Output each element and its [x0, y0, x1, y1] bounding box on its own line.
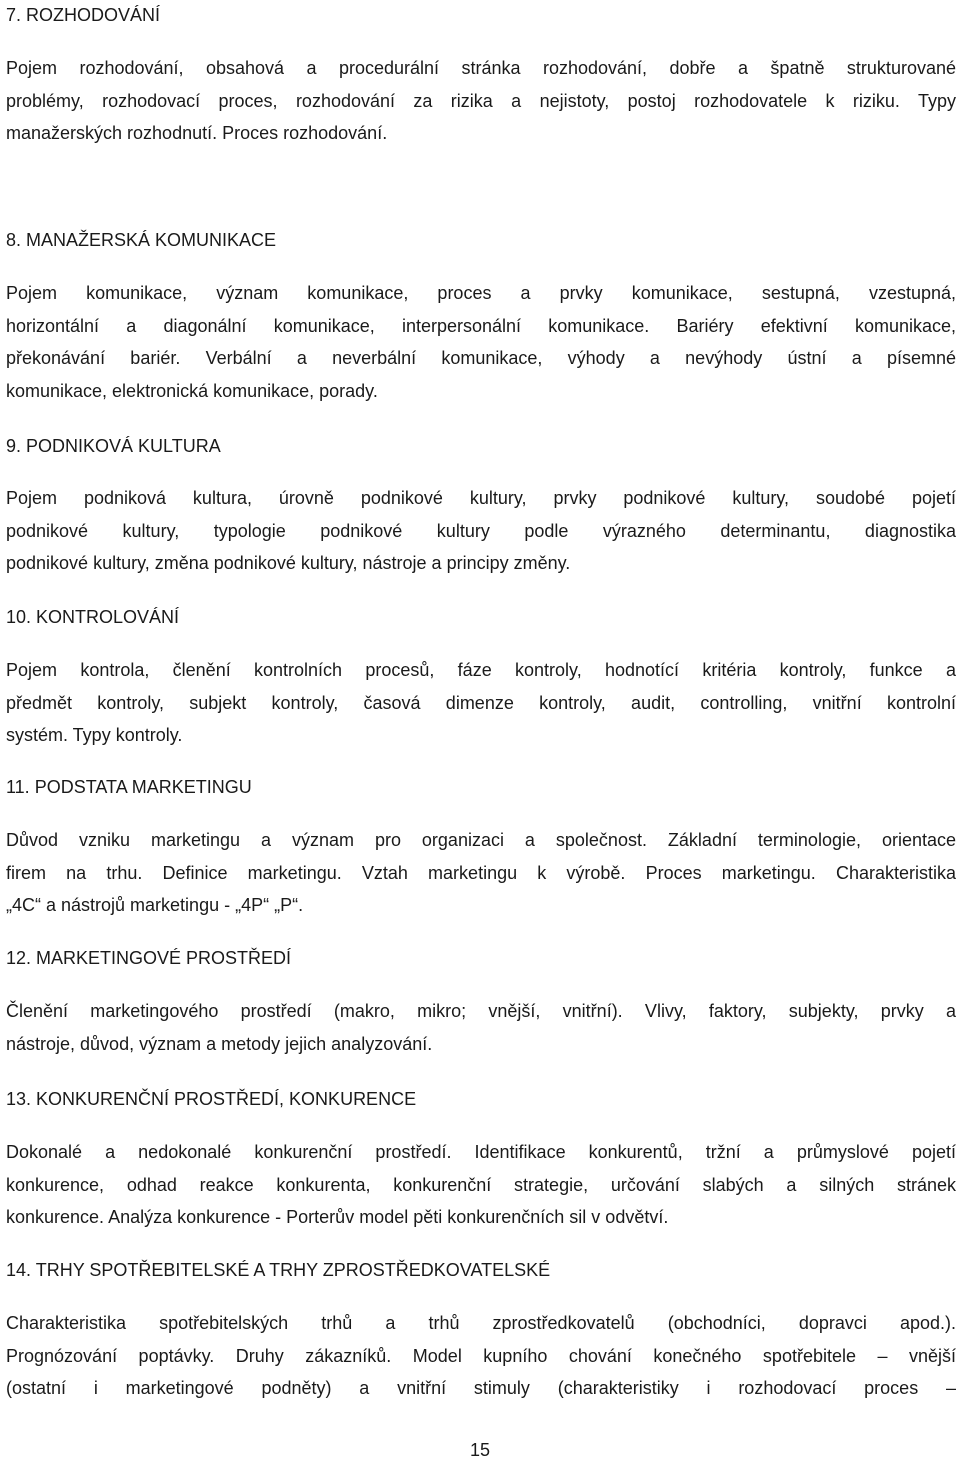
text-line: Důvod vzniku marketingu a význam pro organizaci a společnost. Základní terminologie, orientace [6, 830, 956, 850]
document-page [6, 0, 956, 1460]
section-heading-manazerska-komunikace: 8. MANAŽERSKÁ KOMUNIKACE [6, 230, 277, 250]
text-line: horizontální a diagonální komunikace, interpersonální komunikace. Bariéry efektivní komunikace, [6, 315, 956, 336]
section-body-trhy [6, 1307, 956, 1405]
text-line: Členění marketingového prostředí (makro, mikro; vnější, vnitřní). Vlivy, faktory, subjekty, prvky a [6, 1001, 956, 1021]
text-line: podnikové kultury, změna podnikové kultury, nástroje a principy změny. [6, 553, 571, 574]
section-body-rozhodovani [6, 52, 956, 150]
section-body-podnikova-kultura [6, 482, 956, 580]
section-body-marketingove-prostredi [6, 995, 956, 1060]
text-line: Pojem podniková kultura, úrovně podnikové kultury, prvky podnikové kultury, soudobé pojetí [6, 488, 956, 508]
text-line: Pojem kontrola, členění kontrolních procesů, fáze kontroly, hodnotící kritéria kontroly, funkce a [6, 660, 956, 680]
text-line: předmět kontroly, subjekt kontroly, časová dimenze kontroly, audit, controlling, vnitřní kontrolní [6, 692, 956, 713]
text-line: Prognózování poptávky. Druhy zákazníků. Model kupního chování konečného spotřebitele – vnější [6, 1345, 956, 1366]
text-line: Dokonalé a nedokonalé konkurenční prostředí. Identifikace konkurentů, tržní a průmyslové pojetí [6, 1142, 956, 1162]
section-heading-trhy: 14. TRHY SPOTŘEBITELSKÉ A TRHY ZPROSTŘEDKOVATELSKÉ [6, 1260, 551, 1280]
text-line: komunikace, elektronická komunikace, porady. [6, 380, 378, 401]
section-body-konkurencni-prostredi [6, 1136, 956, 1234]
text-line: firem na trhu. Definice marketingu. Vztah marketingu k výrobě. Proces marketingu. Charakteristika [6, 862, 956, 883]
section-heading-marketingove-prostredi: 12. MARKETINGOVÉ PROSTŘEDÍ [6, 948, 292, 968]
text-line: (ostatní i marketingové podněty) a vnitřní stimuly (charakteristiky i rozhodovací proces – [6, 1378, 956, 1399]
text-line: překonávání bariér. Verbální a neverbální komunikace, výhody a nevýhody ústní a písemné [6, 348, 956, 369]
section-heading-rozhodovani: 7. ROZHODOVÁNÍ [6, 5, 161, 25]
section-body-kontrolovani [6, 654, 956, 752]
page-number: 15 [469, 1440, 491, 1460]
text-line: Charakteristika spotřebitelských trhů a trhů zprostředkovatelů (obchodníci, dopravci apod.). [6, 1313, 956, 1333]
text-line: „4C“ a nástrojů marketingu - „4P“ „P“. [6, 895, 304, 916]
text-line: systém. Typy kontroly. [6, 725, 183, 746]
text-line: problémy, rozhodovací proces, rozhodování za rizika a nejistoty, postoj rozhodovatele k riziku. Typy [6, 90, 956, 111]
section-heading-podnikova-kultura: 9. PODNIKOVÁ KULTURA [6, 436, 221, 456]
section-heading-podstata-marketingu: 11. PODSTATA MARKETINGU [6, 777, 252, 797]
text-line: konkurence, odhad reakce konkurenta, konkurenční strategie, určování slabých a silných stránek [6, 1174, 956, 1195]
section-heading-kontrolovani: 10. KONTROLOVÁNÍ [6, 607, 180, 627]
section-heading-konkurencni-prostredi: 13. KONKURENČNÍ PROSTŘEDÍ, KONKURENCE [6, 1089, 417, 1109]
text-line: Pojem rozhodování, obsahová a procedurální stránka rozhodování, dobře a špatně strukturované [6, 58, 956, 78]
section-body-podstata-marketingu [6, 824, 956, 922]
text-line: konkurence. Analýza konkurence - Porterův model pěti konkurenčních sil v odvětví. [6, 1207, 669, 1228]
text-line: manažerských rozhodnutí. Proces rozhodování. [6, 123, 388, 144]
text-line: Pojem komunikace, význam komunikace, proces a prvky komunikace, sestupná, vzestupná, [6, 283, 956, 303]
section-body-manazerska-komunikace [6, 277, 956, 407]
text-line: nástroje, důvod, význam a metody jejich analyzování. [6, 1033, 433, 1054]
text-line: podnikové kultury, typologie podnikové kultury podle výrazného determinantu, diagnostika [6, 520, 956, 541]
